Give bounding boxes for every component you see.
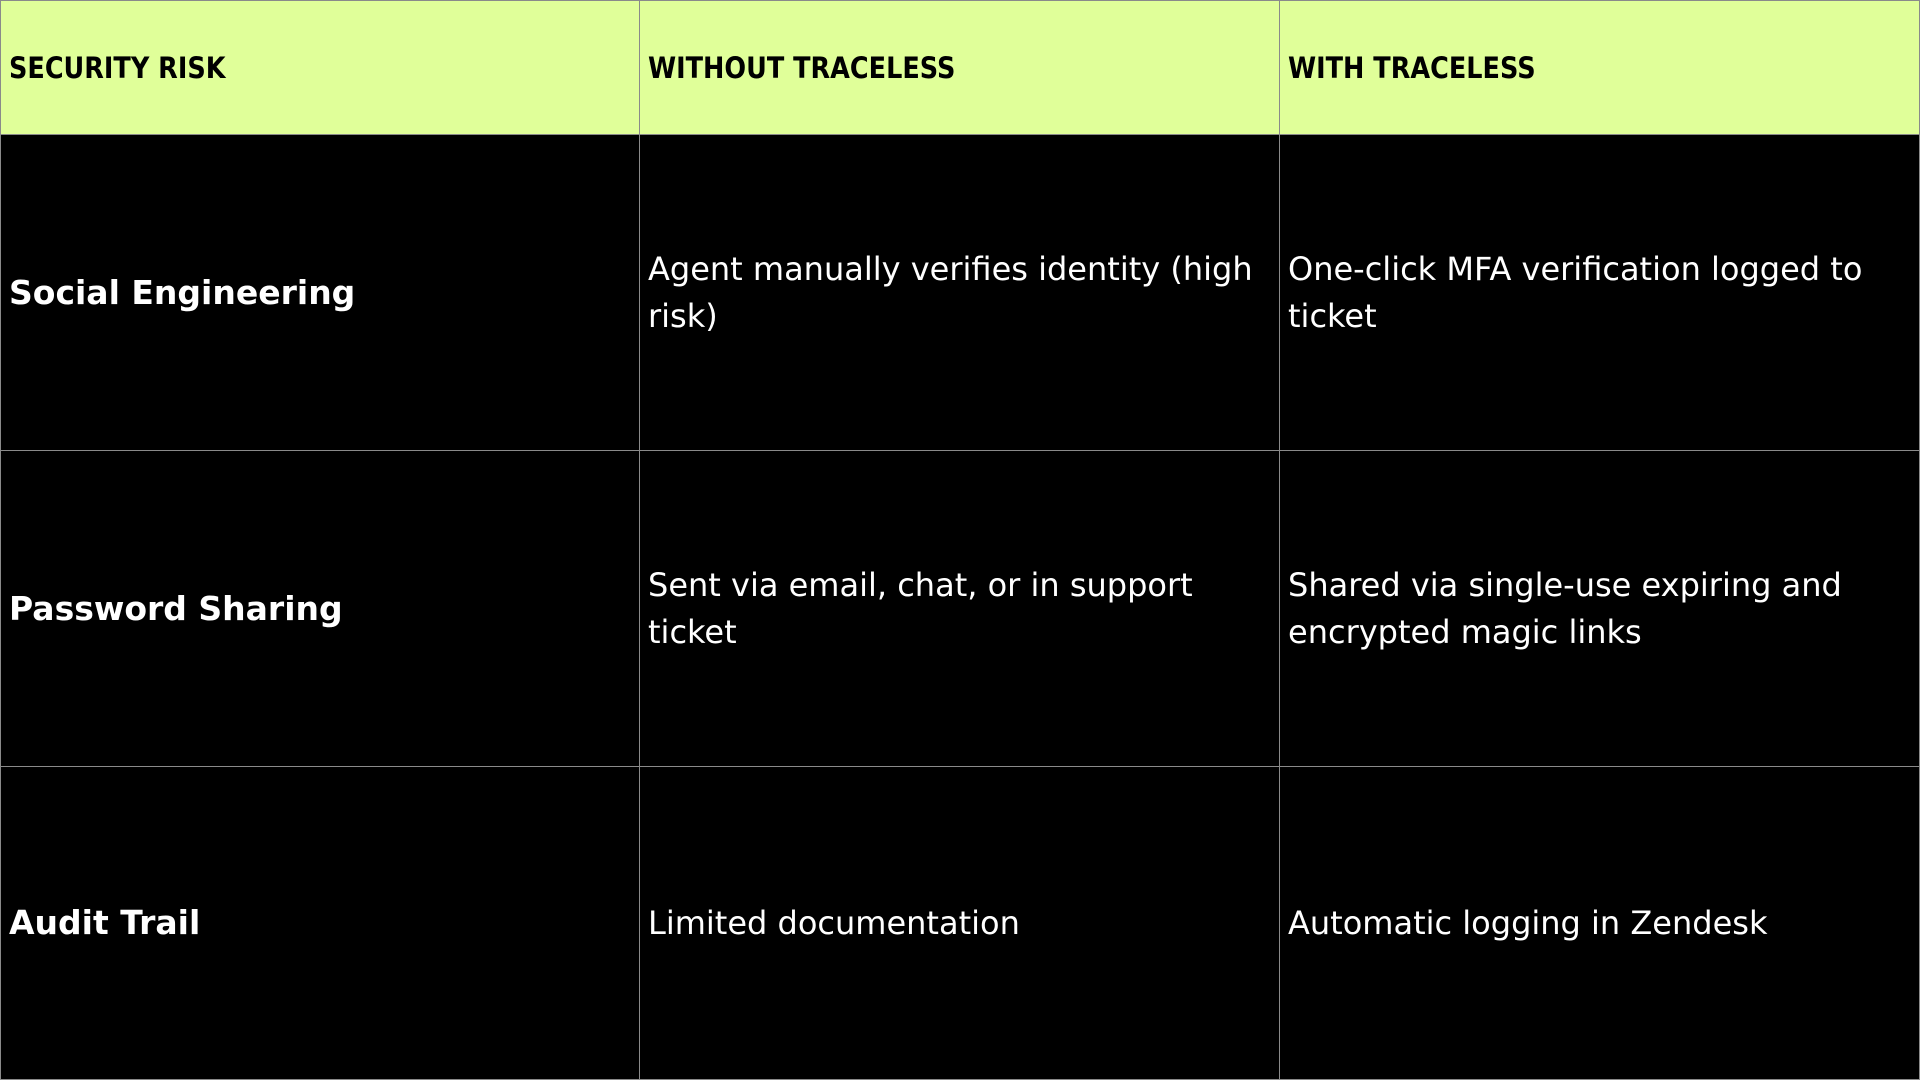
- header-without-traceless: [640, 0, 1280, 135]
- header-security-risk: [0, 0, 640, 135]
- table-row-with-cell: [1280, 451, 1920, 767]
- table-row-without-cell: [640, 135, 1280, 451]
- table-row-risk-cell: [0, 767, 640, 1080]
- header-label: SECURITY RISK: [9, 50, 226, 85]
- header-label: WITHOUT TRACELESS: [648, 50, 956, 85]
- table-row-with-cell: [1280, 767, 1920, 1080]
- risk-label: Password Sharing: [9, 588, 343, 628]
- table-row-without-cell: [640, 767, 1280, 1080]
- with-text: One-click MFA verification logged to ticket: [1288, 250, 1863, 335]
- table-row-risk-cell: [0, 135, 640, 451]
- without-text: Agent manually verifies identity (high risk): [648, 250, 1253, 335]
- table-row-with-cell: [1280, 135, 1920, 451]
- without-text: Sent via email, chat, or in support ticket: [648, 566, 1193, 651]
- header-with-traceless: [1280, 0, 1920, 135]
- table-row-without-cell: [640, 451, 1280, 767]
- header-label: WITH TRACELESS: [1288, 50, 1536, 85]
- without-text: Limited documentation: [648, 903, 1020, 942]
- risk-label: Audit Trail: [9, 903, 201, 943]
- risk-label: Social Engineering: [9, 272, 356, 312]
- with-text: Automatic logging in Zendesk: [1288, 903, 1768, 942]
- with-text: Shared via single-use expiring and encrypted magic links: [1288, 566, 1842, 651]
- table-row-risk-cell: [0, 451, 640, 767]
